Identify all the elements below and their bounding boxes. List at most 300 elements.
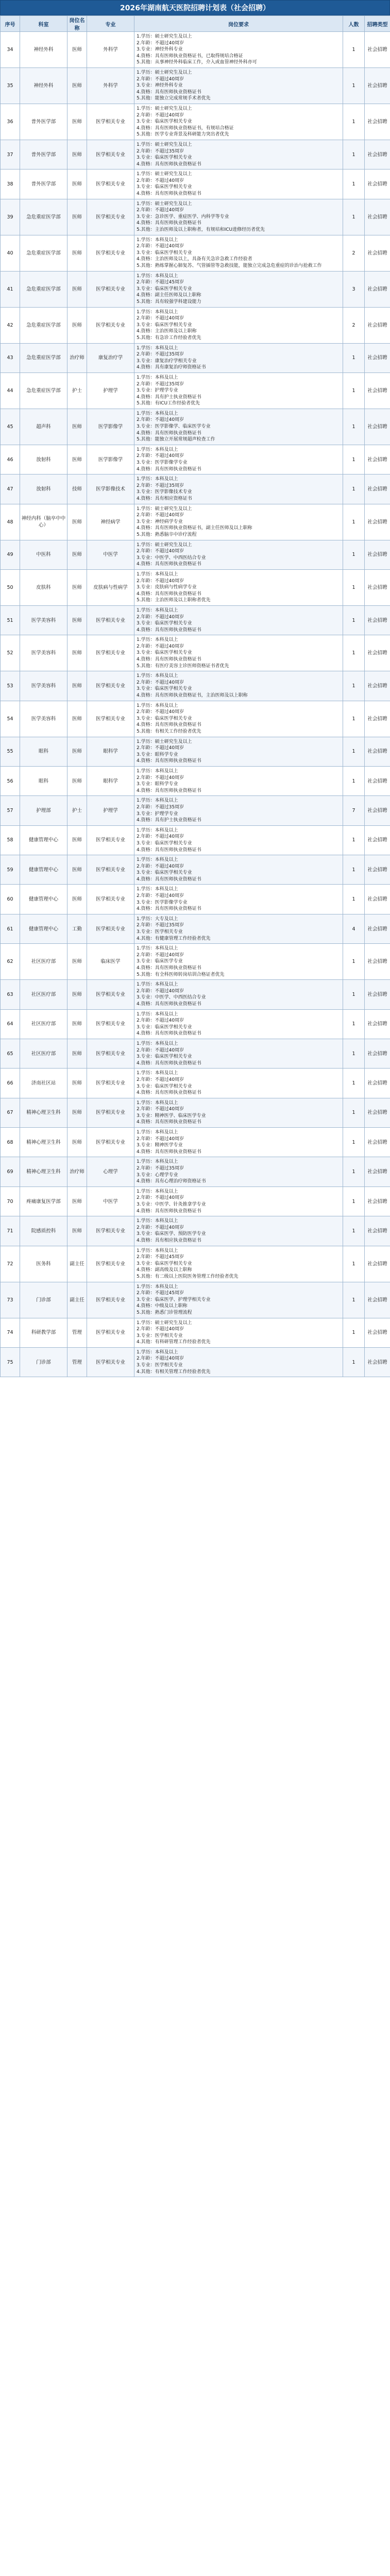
cell-count: 1 [343,1039,365,1068]
cell-count: 1 [343,1069,365,1098]
cell-requirements: 1.学历：硕士研究生及以上 2.年龄：不超过40周岁 3.专业：临床医学相关专业 4.资格：具有医师执业资格证书 [134,170,343,199]
table-header-row [1,16,390,32]
cell-major: 护理学 [87,796,134,825]
cell-type: 社会招聘 [365,885,390,914]
cell-type: 社会招聘 [365,1187,390,1216]
cell-major: 医学相关专业 [87,1128,134,1157]
cell-type: 社会招聘 [365,32,390,68]
table-row [1,569,390,605]
cell-requirements: 1.学历：本科及以上 2.年龄：不超过40周岁 3.专业：医学影像学专业 4.资格：具有医师执业资格证书 [134,445,343,474]
cell-position: 治疗师 [67,343,87,372]
cell-count: 1 [343,104,365,140]
cell-major: 眼科学 [87,737,134,766]
cell-count: 2 [343,235,365,271]
cell-major: 医学影像学 [87,445,134,474]
cell-major: 医学相关专业 [87,914,134,943]
cell-major: 眼科学 [87,766,134,795]
cell-seq: 44 [1,372,20,409]
table-row [1,1282,390,1318]
cell-position: 医师 [67,855,87,885]
cell-position: 医师 [67,307,87,343]
cell-major: 医学相关专业 [87,1009,134,1039]
cell-position: 副主任 [67,1282,87,1318]
cell-type: 社会招聘 [365,1347,390,1377]
cell-type: 社会招聘 [365,671,390,701]
cell-type: 社会招聘 [365,1282,390,1318]
table-row [1,1347,390,1377]
cell-requirements: 1.学历：硕士研究生及以上 2.年龄：不超过40周岁 3.专业：医学相关专业 4.其他：有科研管理工作经验者优先 [134,1318,343,1347]
cell-dept: 急危重症医学部 [20,271,67,307]
cell-requirements: 1.学历：本科及以上 2.年龄：不超过40周岁 3.专业：临床医学相关专业 4.资格：主治医师及以上职称 5.其他：有急诊工作经验者优先 [134,307,343,343]
cell-requirements: 1.学历：本科及以上 2.年龄：不超过40周岁 3.专业：临床医学专业 4.资格：具有医师执业资格证书 5.其他：有全科医师转岗培训合格证者优先 [134,944,343,980]
cell-type: 社会招聘 [365,1128,390,1157]
table-row [1,540,390,569]
cell-position: 医师 [67,32,87,68]
cell-requirements: 1.学历：本科及以上 2.年龄：不超过45周岁 3.专业：临床医学相关专业 4.资格：副高级及以上职称 5.其他：有二级以上医院医务管理工作经验者优先 [134,1246,343,1282]
cell-type: 社会招聘 [365,825,390,855]
cell-requirements: 1.学历：硕士研究生及以上 2.年龄：不超过40周岁 3.专业：眼科学专业 4.资格：具有医师执业资格证书 [134,737,343,766]
cell-count: 1 [343,766,365,795]
cell-requirements: 1.学历：本科及以上 2.年龄：不超过40周岁 3.专业：临床医学相关专业 4.资格：具有医师执业资格证书 [134,1069,343,1098]
cell-dept: 神经外科 [20,67,67,104]
cell-requirements: 1.学历：本科及以上 2.年龄：不超过35周岁 3.专业：医学影像技术专业 4.资格：具有相应资格证书 [134,474,343,504]
cell-seq: 60 [1,885,20,914]
cell-count: 1 [343,1128,365,1157]
cell-dept: 社区医疗部 [20,944,67,980]
cell-requirements: 1.学历：大专及以上 2.年龄：不超过35周岁 3.专业：医学相关专业 4.其他：有健康管理工作经验者优先 [134,914,343,943]
cell-type: 社会招聘 [365,372,390,409]
cell-major: 医学相关专业 [87,701,134,737]
cell-requirements: 1.学历：本科及以上 2.年龄：不超过40周岁 3.专业：医学影像学专业 4.资格：具有医师执业资格证书 [134,885,343,914]
cell-seq: 54 [1,701,20,737]
cell-position: 护士 [67,796,87,825]
table-row [1,271,390,307]
cell-requirements: 1.学历：硕士研究生及以上 2.年龄：不超过40周岁 3.专业：中医学、中西医结合专业 4.资格：具有医师执业资格证书 [134,540,343,569]
cell-seq: 35 [1,67,20,104]
cell-seq: 57 [1,796,20,825]
cell-requirements: 1.学历：本科及以上 2.年龄：不超过40周岁 3.专业：临床医学、预防医学专业 4.资格：具有相应执业资格证书 [134,1216,343,1246]
cell-requirements: 1.学历：本科及以上 2.年龄：不超过40周岁 3.专业：眼科学专业 4.资格：具有医师执业资格证书 [134,766,343,795]
cell-seq: 66 [1,1069,20,1098]
cell-type: 社会招聘 [365,1318,390,1347]
cell-count: 1 [343,32,365,68]
cell-seq: 45 [1,409,20,445]
cell-count: 1 [343,409,365,445]
table-row [1,307,390,343]
cell-major: 医学相关专业 [87,671,134,701]
cell-count: 1 [343,701,365,737]
cell-count: 4 [343,914,365,943]
cell-seq: 40 [1,235,20,271]
header-major: 专业 [87,16,134,32]
cell-requirements: 1.学历：硕士研究生及以上 2.年龄：不超过40周岁 3.专业：神经病学专业 4.资格：具有医师执业资格证书，副主任医师及以上职称 5.其他：熟悉脑卒中诊疗流程 [134,504,343,540]
cell-count: 1 [343,737,365,766]
cell-major: 医学相关专业 [87,199,134,235]
cell-major: 医学相关专业 [87,605,134,635]
table-row [1,1157,390,1187]
table-row [1,372,390,409]
cell-major: 医学相关专业 [87,980,134,1009]
cell-seq: 47 [1,474,20,504]
cell-requirements: 1.学历：本科及以上 2.年龄：不超过40周岁 3.专业：临床医学相关专业 4.资格：具有医师执业资格证书 [134,825,343,855]
cell-major: 医学相关专业 [87,1347,134,1377]
cell-position: 医师 [67,701,87,737]
cell-type: 社会招聘 [365,1157,390,1187]
cell-position: 技师 [67,474,87,504]
cell-requirements: 1.学历：本科及以上 2.年龄：不超过40周岁 3.专业：临床医学相关专业 4.资格：主治医师及以上，具备有关急诊急救工作经验者 5.其他：熟练掌握心肺复苏、气管插管等急救技能，能独立完成急危重症的诊治与抢救工作 [134,235,343,271]
cell-major: 临床医学 [87,944,134,980]
cell-requirements: 1.学历：本科及以上 2.年龄：不超过35周岁 3.专业：心理学专业 4.资格：具有心理治疗师资格证书 [134,1157,343,1187]
cell-seq: 48 [1,504,20,540]
cell-position: 医师 [67,766,87,795]
cell-major: 医学相关专业 [87,307,134,343]
cell-dept: 健康管理中心 [20,885,67,914]
cell-dept: 社区医疗部 [20,1039,67,1068]
cell-major: 中医学 [87,540,134,569]
cell-type: 社会招聘 [365,855,390,885]
cell-count: 1 [343,199,365,235]
cell-requirements: 1.学历：本科及以上 2.年龄：不超过40周岁 3.专业：临床医学相关专业 4.资格：具有医师执业资格证书 [134,605,343,635]
table-row [1,1039,390,1068]
cell-type: 社会招聘 [365,235,390,271]
cell-requirements: 1.学历：本科及以上 2.年龄：不超过40周岁 3.专业：医学影像学、临床医学专业 4.资格：具有医师执业资格证书 5.其他：能独立开展常规超声检查工作 [134,409,343,445]
cell-type: 社会招聘 [365,605,390,635]
cell-position: 医师 [67,1216,87,1246]
cell-seq: 69 [1,1157,20,1187]
cell-type: 社会招聘 [365,1246,390,1282]
cell-requirements: 1.学历：硕士研究生及以上 2.年龄：不超过40周岁 3.专业：神经外科专业 4.资格：具有医师执业资格证书，已取得规培合格证 5.其他：从事神经外科临床工作，介入或血管神经外科亦可 [134,32,343,68]
cell-seq: 58 [1,825,20,855]
cell-count: 1 [343,1157,365,1187]
cell-type: 社会招聘 [365,409,390,445]
cell-count: 1 [343,1009,365,1039]
table-row [1,914,390,943]
header-count: 人数 [343,16,365,32]
table-row [1,1187,390,1216]
cell-dept: 护理部 [20,796,67,825]
table-row [1,445,390,474]
table-row [1,343,390,372]
cell-position: 医师 [67,944,87,980]
cell-seq: 42 [1,307,20,343]
cell-count: 1 [343,343,365,372]
cell-position: 管理 [67,1347,87,1377]
cell-requirements: 1.学历：本科及以上 2.年龄：不超过40周岁 3.专业：临床医学相关专业 4.资格：具有医师执业资格证书 [134,855,343,885]
cell-type: 社会招聘 [365,67,390,104]
cell-position: 医师 [67,104,87,140]
table-row [1,140,390,169]
cell-dept: 健康管理中心 [20,855,67,885]
cell-type: 社会招聘 [365,737,390,766]
cell-seq: 43 [1,343,20,372]
table-row [1,474,390,504]
cell-count: 1 [343,67,365,104]
table-row [1,737,390,766]
cell-type: 社会招聘 [365,307,390,343]
table-row [1,1009,390,1039]
cell-dept: 急危重症医学部 [20,372,67,409]
cell-seq: 38 [1,170,20,199]
cell-seq: 63 [1,980,20,1009]
cell-seq: 61 [1,914,20,943]
cell-type: 社会招聘 [365,140,390,169]
cell-position: 护士 [67,372,87,409]
cell-type: 社会招聘 [365,170,390,199]
cell-dept: 疼痛康复医学部 [20,1187,67,1216]
cell-seq: 50 [1,569,20,605]
cell-seq: 49 [1,540,20,569]
cell-requirements: 1.学历：本科及以上 2.年龄：不超过40周岁 3.专业：临床医学相关专业 4.资格：具有医师执业资格证书 5.其他：有相关工作经验者优先 [134,701,343,737]
table-row [1,796,390,825]
table-row [1,67,390,104]
table-row [1,1128,390,1157]
cell-requirements: 1.学历：硕士研究生及以上 2.年龄：不超过40周岁 3.专业：急诊医学、重症医学、内科学等专业 4.资格：具有医师执业资格证书 5.其他：主治医师及以上职称者，有规培和ICU进修经历者优先 [134,199,343,235]
cell-requirements: 1.学历：本科及以上 2.年龄：不超过40周岁 3.专业：临床医学相关专业 4.资格：具有医师执业资格证书 [134,1009,343,1039]
cell-requirements: 1.学历：本科及以上 2.年龄：不超过45周岁 3.专业：临床医学相关专业 4.资格：副主任医师及以上职称 5.其他：具有较强学科建设能力 [134,271,343,307]
cell-type: 社会招聘 [365,504,390,540]
cell-seq: 65 [1,1039,20,1068]
cell-count: 7 [343,796,365,825]
cell-requirements: 1.学历：本科及以上 2.年龄：不超过40周岁 3.专业：临床医学相关专业 4.资格：具有医师执业资格证书 [134,1039,343,1068]
cell-major: 神经病学 [87,504,134,540]
cell-type: 社会招聘 [365,343,390,372]
cell-requirements: 1.学历：本科及以上 2.年龄：不超过40周岁 3.专业：皮肤病与性病学专业 4.资格：具有医师执业资格证书 5.其他：主治医师及以上职称者优先 [134,569,343,605]
table-row [1,980,390,1009]
cell-position: 医师 [67,409,87,445]
cell-dept: 放射科 [20,474,67,504]
cell-major: 医学相关专业 [87,1282,134,1318]
document-title: 2026年湖南航天医院招聘计划表（社会招聘） [0,0,390,15]
cell-seq: 71 [1,1216,20,1246]
cell-seq: 72 [1,1246,20,1282]
cell-count: 1 [343,372,365,409]
cell-type: 社会招聘 [365,914,390,943]
cell-type: 社会招聘 [365,701,390,737]
cell-dept: 社区医疗部 [20,1009,67,1039]
cell-dept: 精神心理卫生科 [20,1157,67,1187]
cell-position: 医师 [67,1069,87,1098]
cell-count: 1 [343,445,365,474]
cell-type: 社会招聘 [365,796,390,825]
cell-type: 社会招聘 [365,980,390,1009]
cell-seq: 64 [1,1009,20,1039]
cell-requirements: 1.学历：本科及以上 2.年龄：不超过40周岁 3.专业：医学相关专业 4.其他：有相关管理工作经验者优先 [134,1347,343,1377]
cell-major: 皮肤病与性病学 [87,569,134,605]
cell-type: 社会招聘 [365,199,390,235]
cell-type: 社会招聘 [365,540,390,569]
cell-requirements: 1.学历：本科及以上 2.年龄：不超过40周岁 3.专业：精神医学专业 4.资格：具有医师执业资格证书 [134,1128,343,1157]
cell-type: 社会招聘 [365,271,390,307]
cell-dept: 超声科 [20,409,67,445]
cell-requirements: 1.学历：本科及以上 2.年龄：不超过45周岁 3.专业：临床医学、护理学相关专业 4.资格：中级及以上职称 5.其他：熟悉门诊管理流程 [134,1282,343,1318]
cell-position: 医师 [67,67,87,104]
cell-type: 社会招聘 [365,1098,390,1127]
cell-dept: 中医科 [20,540,67,569]
cell-requirements: 1.学历：硕士研究生及以上 2.年龄：不超过35周岁 3.专业：临床医学相关专业 4.资格：具有医师执业资格证书 [134,140,343,169]
cell-type: 社会招聘 [365,569,390,605]
header-seq: 序号 [1,16,20,32]
cell-major: 中医学 [87,1187,134,1216]
cell-seq: 73 [1,1282,20,1318]
cell-count: 1 [343,474,365,504]
cell-dept: 医学美容科 [20,605,67,635]
cell-dept: 放射科 [20,445,67,474]
cell-dept: 急危重症医学部 [20,307,67,343]
cell-count: 1 [343,980,365,1009]
cell-count: 1 [343,855,365,885]
cell-requirements: 1.学历：硕士研究生及以上 2.年龄：不超过40周岁 3.专业：神经外科专业 4.资格：具有医师执业资格证书 5.其他：能独立完成常规手术者优先 [134,67,343,104]
cell-requirements: 1.学历：本科及以上 2.年龄：不超过40周岁 3.专业：中医学、中西医结合专业 4.资格：具有医师执业资格证书 [134,980,343,1009]
cell-major: 医学相关专业 [87,825,134,855]
recruitment-table [0,15,390,1377]
cell-dept: 普外医学部 [20,170,67,199]
cell-major: 医学相关专业 [87,1216,134,1246]
cell-seq: 55 [1,737,20,766]
cell-major: 医学相关专业 [87,271,134,307]
cell-position: 医师 [67,825,87,855]
cell-dept: 健康管理中心 [20,914,67,943]
cell-position: 医师 [67,737,87,766]
cell-dept: 健康管理中心 [20,825,67,855]
cell-dept: 科研教学部 [20,1318,67,1347]
cell-seq: 74 [1,1318,20,1347]
cell-count: 1 [343,671,365,701]
cell-major: 心理学 [87,1157,134,1187]
cell-major: 医学相关专业 [87,170,134,199]
cell-major: 医学影像技术 [87,474,134,504]
cell-dept: 门诊部 [20,1347,67,1377]
cell-seq: 70 [1,1187,20,1216]
cell-dept: 门诊部 [20,1282,67,1318]
header-requirements: 岗位要求 [134,16,343,32]
cell-seq: 41 [1,271,20,307]
cell-dept: 院感质控科 [20,1216,67,1246]
cell-position: 医师 [67,170,87,199]
header-position: 岗位名称 [67,16,87,32]
cell-dept: 医学美容科 [20,671,67,701]
cell-position: 医师 [67,235,87,271]
cell-count: 1 [343,569,365,605]
cell-count: 2 [343,307,365,343]
cell-position: 医师 [67,1098,87,1127]
cell-dept: 急危重症医学部 [20,235,67,271]
cell-position: 医师 [67,1128,87,1157]
cell-type: 社会招聘 [365,104,390,140]
header-dept: 科室 [20,16,67,32]
cell-major: 医学相关专业 [87,1246,134,1282]
cell-major: 医学相关专业 [87,104,134,140]
table-row [1,1098,390,1127]
cell-count: 1 [343,944,365,980]
cell-seq: 59 [1,855,20,885]
cell-requirements: 1.学历：本科及以上 2.年龄：不超过35周岁 3.专业：护理学专业 4.资格：具有护士执业资格证书 5.其他：有ICU工作经验者优先 [134,372,343,409]
cell-major: 医学相关专业 [87,1318,134,1347]
cell-dept: 眼科 [20,737,67,766]
cell-dept: 神经内科（脑卒中中心） [20,504,67,540]
cell-count: 1 [343,885,365,914]
cell-major: 护理学 [87,372,134,409]
header-type: 招聘类型 [365,16,390,32]
table-row [1,1216,390,1246]
cell-major: 医学影像学 [87,409,134,445]
cell-count: 1 [343,1318,365,1347]
cell-major: 医学相关专业 [87,1098,134,1127]
cell-dept: 医学美容科 [20,701,67,737]
cell-count: 3 [343,271,365,307]
cell-dept: 济南社区站 [20,1069,67,1098]
cell-dept: 急危重症医学部 [20,343,67,372]
cell-type: 社会招聘 [365,445,390,474]
cell-position: 医师 [67,1039,87,1068]
cell-seq: 36 [1,104,20,140]
cell-position: 医师 [67,635,87,671]
table-row [1,1246,390,1282]
cell-position: 医师 [67,540,87,569]
cell-count: 1 [343,504,365,540]
cell-dept: 社区医疗部 [20,980,67,1009]
table-row [1,885,390,914]
cell-count: 1 [343,170,365,199]
cell-count: 1 [343,1216,365,1246]
cell-count: 1 [343,1282,365,1318]
table-row [1,766,390,795]
cell-seq: 51 [1,605,20,635]
cell-major: 医学相关专业 [87,1069,134,1098]
cell-position: 医师 [67,671,87,701]
cell-major: 康复治疗学 [87,343,134,372]
cell-type: 社会招聘 [365,635,390,671]
table-row [1,944,390,980]
cell-seq: 67 [1,1098,20,1127]
cell-position: 医师 [67,885,87,914]
cell-dept: 医学美容科 [20,635,67,671]
cell-requirements: 1.学历：本科及以上 2.年龄：不超过35周岁 3.专业：康复治疗学相关专业 4.资格：具有康复治疗师资格证书 [134,343,343,372]
cell-seq: 52 [1,635,20,671]
cell-position: 管理 [67,1318,87,1347]
cell-requirements: 1.学历：本科及以上 2.年龄：不超过40周岁 3.专业：临床医学相关专业 4.资格：具有医师执业资格证书 5.其他：有医疗美容主诊医师资格证书者优先 [134,635,343,671]
cell-major: 医学相关专业 [87,885,134,914]
cell-type: 社会招聘 [365,1039,390,1068]
table-row [1,1069,390,1098]
cell-position: 医师 [67,504,87,540]
cell-major: 医学相关专业 [87,235,134,271]
cell-dept: 精神心理卫生科 [20,1098,67,1127]
cell-seq: 68 [1,1128,20,1157]
cell-requirements: 1.学历：本科及以上 2.年龄：不超过35周岁 3.专业：护理学专业 4.资格：具有护士执业资格证书 [134,796,343,825]
table-row [1,235,390,271]
cell-major: 外科学 [87,67,134,104]
cell-dept: 普外医学部 [20,140,67,169]
cell-dept: 急危重症医学部 [20,199,67,235]
cell-seq: 46 [1,445,20,474]
cell-requirements: 1.学历：硕士研究生及以上 2.年龄：不超过40周岁 3.专业：临床医学相关专业 4.资格：具有医师执业资格证书，有规培合格证 5.其他：医学专业背景及科研能力突出者优先 [134,104,343,140]
cell-dept: 医务科 [20,1246,67,1282]
cell-type: 社会招聘 [365,766,390,795]
cell-dept: 神经外科 [20,32,67,68]
cell-seq: 34 [1,32,20,68]
table-row [1,409,390,445]
cell-position: 工勤 [67,914,87,943]
cell-seq: 75 [1,1347,20,1377]
cell-requirements: 1.学历：本科及以上 2.年龄：不超过40周岁 3.专业：中医学、针灸推拿学专业 4.资格：具有医师执业资格证书 [134,1187,343,1216]
cell-count: 1 [343,605,365,635]
table-row [1,701,390,737]
cell-dept: 皮肤科 [20,569,67,605]
cell-position: 医师 [67,140,87,169]
table-row [1,32,390,68]
cell-dept: 普外医学部 [20,104,67,140]
cell-major: 医学相关专业 [87,635,134,671]
